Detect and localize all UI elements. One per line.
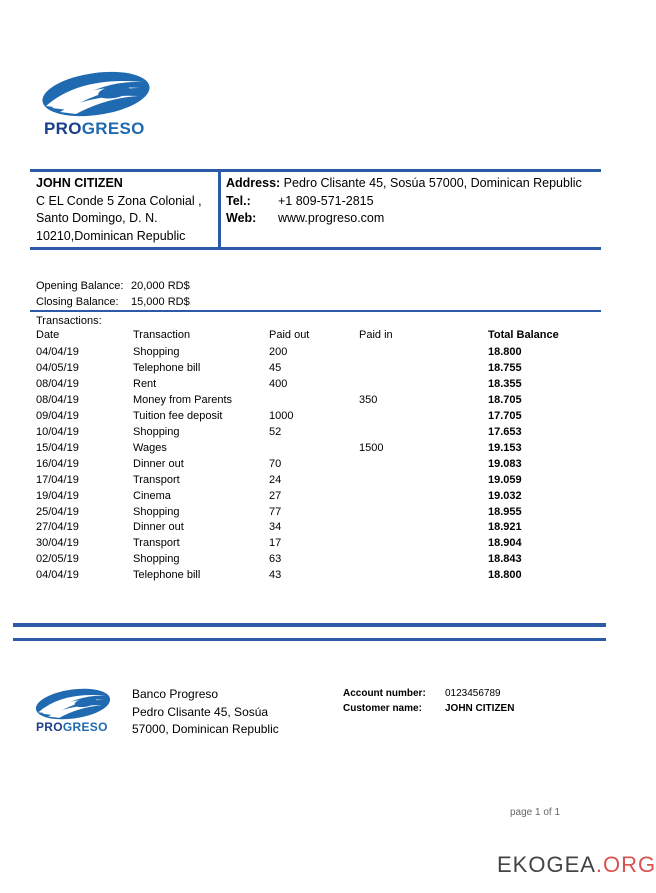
tel-value: +1 809-571-2815 — [278, 193, 374, 208]
cell-paid-out: 34 — [269, 521, 282, 534]
web-value[interactable]: www.progreso.com — [278, 211, 385, 225]
header-divider — [218, 172, 221, 247]
cell-date: 04/05/19 — [36, 361, 79, 374]
cell-transaction: Wages — [133, 441, 167, 454]
cell-date: 15/04/19 — [36, 441, 79, 454]
account-number-value: 0123456789 — [445, 688, 501, 699]
cell-transaction: Telephone bill — [133, 361, 201, 374]
table-row — [0, 521, 632, 537]
table-row — [0, 569, 632, 585]
table-row — [0, 378, 632, 394]
table-row — [0, 474, 632, 490]
customer-address-line2: Santo Domingo, D. N. — [36, 211, 158, 225]
bank-info-block — [226, 175, 596, 228]
col-header-transaction: Transaction — [133, 329, 191, 341]
cell-total: 19.153 — [488, 441, 522, 454]
table-row — [0, 394, 632, 410]
table-row — [0, 458, 632, 474]
address-value: Pedro Clisante 45, Sosúa 57000, Dominican Republic — [283, 176, 582, 190]
cell-date: 02/05/19 — [36, 553, 79, 566]
col-header-date: Date — [36, 329, 60, 341]
cell-paid-out: 17 — [269, 537, 282, 550]
cell-paid-in: 1500 — [359, 441, 384, 454]
cell-paid-out: 77 — [269, 505, 282, 518]
customer-name-label: Customer name: — [343, 703, 422, 714]
table-header-row — [0, 329, 632, 345]
footer-bank-address2: 57000, Dominican Republic — [132, 722, 279, 736]
transactions-label: Transactions: — [36, 315, 102, 327]
cell-total: 18.904 — [488, 537, 522, 550]
cell-paid-out: 45 — [269, 361, 282, 374]
cell-date: 08/04/19 — [36, 377, 79, 390]
customer-name: JOHN CITIZEN — [36, 176, 123, 190]
cell-transaction: Money from Parents — [133, 393, 233, 406]
header-top-rule — [30, 169, 601, 172]
closing-balance-value: 15,000 RD$ — [131, 296, 190, 308]
cell-date: 09/04/19 — [36, 409, 79, 422]
cell-transaction: Tuition fee deposit — [133, 409, 223, 422]
table-row — [0, 537, 632, 553]
footer-rule-thin — [13, 638, 606, 641]
table-row — [0, 346, 632, 362]
cell-total: 18.843 — [488, 553, 522, 566]
table-row — [0, 506, 632, 522]
cell-transaction: Transport — [133, 473, 180, 486]
account-number-label: Account number: — [343, 688, 426, 699]
col-header-paid-out: Paid out — [269, 329, 310, 341]
cell-total: 19.083 — [488, 457, 522, 470]
page-number: page 1 of 1 — [510, 807, 561, 818]
cell-paid-in: 350 — [359, 393, 378, 406]
cell-date: 16/04/19 — [36, 457, 79, 470]
cell-paid-out: 400 — [269, 377, 288, 390]
cell-total: 19.032 — [488, 489, 522, 502]
opening-balance-value: 20,000 RD$ — [131, 280, 190, 292]
cell-date: 10/04/19 — [36, 425, 79, 438]
cell-total: 18.921 — [488, 521, 522, 534]
cell-transaction: Dinner out — [133, 457, 184, 470]
cell-date: 04/04/19 — [36, 346, 79, 358]
cell-transaction: Transport — [133, 537, 180, 550]
footer-bank-block — [132, 686, 279, 739]
col-header-total-balance: Total Balance — [488, 329, 559, 341]
table-row — [0, 362, 632, 378]
customer-address-line1: C EL Conde 5 Zona Colonial , — [36, 193, 202, 208]
cell-transaction: Rent — [133, 377, 157, 390]
opening-balance-label: Opening Balance: — [36, 280, 124, 292]
customer-name-value: JOHN CITIZEN — [445, 703, 515, 714]
cell-date: 25/04/19 — [36, 505, 79, 518]
cell-total: 19.059 — [488, 473, 522, 486]
cell-total: 17.705 — [488, 409, 522, 422]
customer-block — [36, 175, 202, 245]
cell-date: 30/04/19 — [36, 537, 79, 550]
table-row — [0, 553, 632, 569]
cell-paid-out: 1000 — [269, 409, 294, 422]
cell-transaction: Shopping — [133, 505, 180, 518]
table-row — [0, 410, 632, 426]
footer-bank-name: Banco Progreso — [132, 687, 219, 701]
cell-transaction: Shopping — [133, 553, 180, 566]
col-header-paid-in: Paid in — [359, 329, 393, 341]
closing-balance-label: Closing Balance: — [36, 296, 119, 308]
table-row — [0, 442, 632, 458]
tel-label: Tel.: — [226, 193, 251, 208]
cell-paid-out: 63 — [269, 553, 282, 566]
brand-name: PROGRESO — [44, 119, 145, 138]
progreso-logo-icon — [40, 68, 152, 120]
cell-date: 17/04/19 — [36, 473, 79, 486]
web-label: Web: — [226, 211, 257, 225]
cell-paid-out: 24 — [269, 473, 282, 486]
cell-transaction: Cinema — [133, 489, 171, 502]
watermark: EKOGEA.ORG — [497, 852, 656, 877]
header-bottom-rule — [30, 247, 601, 250]
footer-rule-thick — [13, 623, 606, 627]
cell-paid-out: 27 — [269, 489, 282, 502]
cell-total: 18.755 — [488, 361, 522, 374]
cell-paid-out: 43 — [269, 569, 282, 582]
cell-total: 17.653 — [488, 425, 522, 438]
cell-date: 08/04/19 — [36, 393, 79, 406]
cell-transaction: Shopping — [133, 346, 180, 358]
cell-total: 18.955 — [488, 505, 522, 518]
table-row — [0, 426, 632, 442]
cell-date: 19/04/19 — [36, 489, 79, 502]
cell-date: 27/04/19 — [36, 521, 79, 534]
customer-address-line3: 10210,Dominican Republic — [36, 228, 186, 243]
cell-total: 18.705 — [488, 393, 522, 406]
footer-bank-address1: Pedro Clisante 45, Sosúa — [132, 704, 269, 719]
cell-total: 18.800 — [488, 569, 522, 582]
balances-rule — [30, 310, 601, 312]
footer-brand-name: PROGRESO — [36, 720, 108, 734]
cell-total: 18.800 — [488, 346, 522, 358]
address-label: Address: — [226, 176, 281, 190]
cell-total: 18.355 — [488, 377, 522, 390]
table-row — [0, 490, 632, 506]
progreso-footer-logo-icon — [34, 686, 112, 722]
cell-date: 04/04/19 — [36, 569, 79, 582]
cell-transaction: Telephone bill — [133, 569, 201, 582]
cell-transaction: Shopping — [133, 425, 180, 438]
cell-transaction: Dinner out — [133, 521, 184, 534]
cell-paid-out: 70 — [269, 457, 282, 470]
cell-paid-out: 200 — [269, 346, 288, 358]
cell-paid-out: 52 — [269, 425, 282, 438]
